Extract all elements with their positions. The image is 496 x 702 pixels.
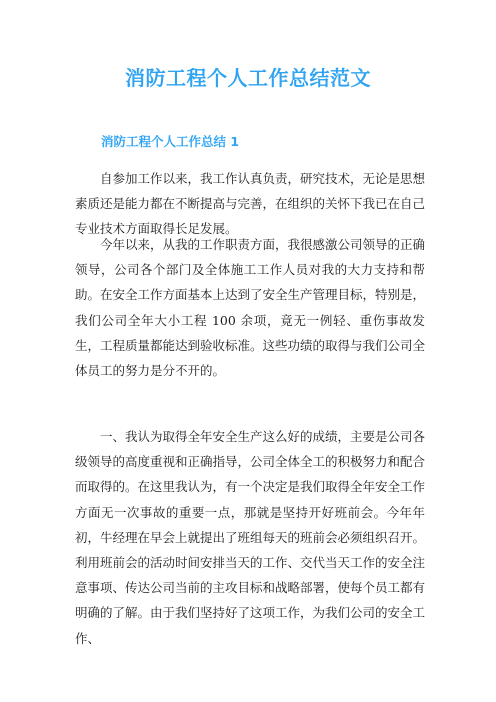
section-heading: 消防工程个人工作总结 1 — [101, 134, 240, 149]
document-title: 消防工程个人工作总结范文 — [125, 66, 371, 90]
paragraph-2: 今年以来，从我的工作职责方面，我很感激公司领导的正确领导，公司各个部门及全体施工工作人员对我的大力支持和帮助。在安全工作方面基本上达到了安全生产管理目标，特别是，我们公司全年大小工程 100 余项，竟无一例轻、重伤事故发生，工程质量都能达到验收标准。这些功绩的取得与我们公司全体员工的努力是分不开的。 — [75, 237, 426, 379]
paragraph-1: 自参加工作以来，我工作认真负责，研究技术，无论是思想素质还是能力都在不断提高与完善，在组织的关怀下我已在自己专业技术方面取得长足发展。 — [75, 171, 426, 237]
paragraph-3: 一、我认为取得全年安全生产这么好的成绩，主要是公司各级领导的高度重视和正确指导，公司全体全工的积极努力和配合而取得的。在这里我认为，有一个决定是我们取得全年安全工作方面无一次事故的重要一点，那就是坚持开好班前会。今年年初，牛经理在早会上就提出了班组每天的班前会必须组织召开。利用班前会的活动时间安排当天的工作、交代当天工作的安全注意事项、传达公司当前的主攻目标和战略部署，使每个员工都有明确的了解。由于我们坚持好了这项工作，为我们公司的安全工作、 — [75, 429, 426, 646]
